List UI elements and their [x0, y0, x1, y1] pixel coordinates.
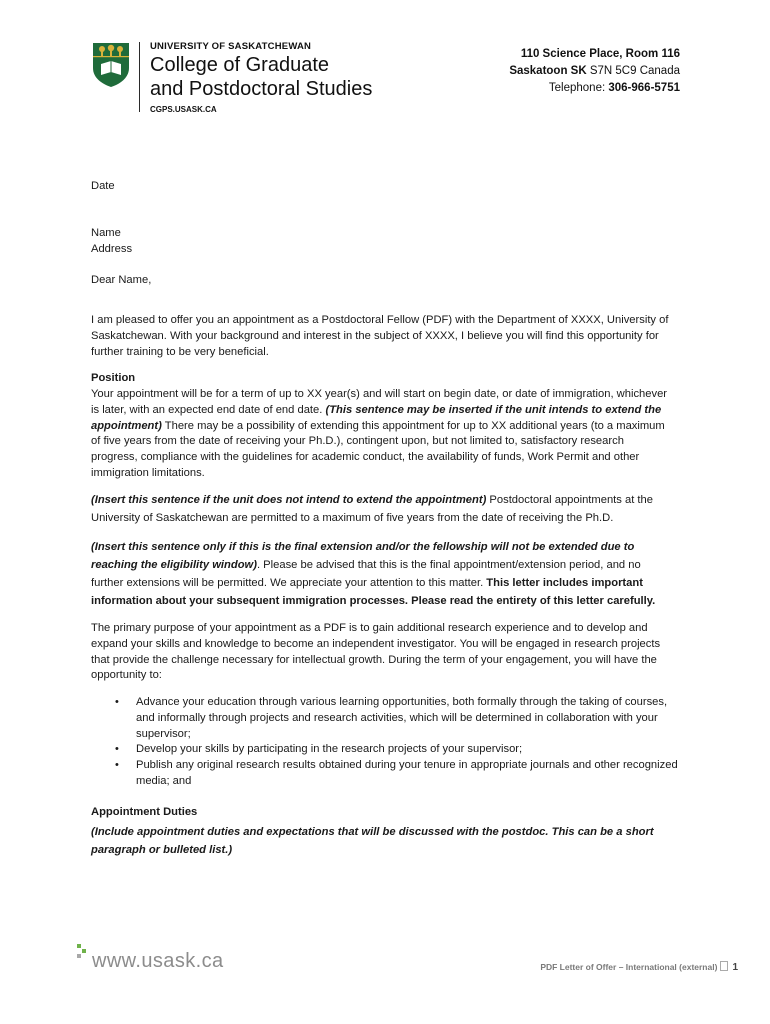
phone-label: Telephone: — [548, 82, 606, 94]
letter-date: Date — [91, 180, 115, 192]
no-extension-paragraph — [91, 491, 669, 527]
footer-doc-info — [540, 961, 738, 973]
recipient-address: Address — [91, 243, 133, 255]
university-name: UNIVERSITY OF SASKATCHEWAN — [150, 41, 312, 52]
position-text-a: Your appointment will be for a term of up to XX year(s) and will start on begin date, or date of immigration, whichever is later, with an expected end date of end date. — [91, 388, 668, 416]
address-city: Saskatoon SK — [509, 65, 587, 77]
bullet-marker: • — [115, 743, 119, 755]
usask-footer-icon — [77, 944, 89, 960]
footer-doc-title: PDF Letter of Offer – International (external) — [540, 962, 718, 972]
address-postal: S7N 5C9 Canada — [589, 65, 680, 77]
footer-page-number: 1 — [732, 962, 738, 973]
final-extension-italic-note: (Insert this sentence only if this is the final extension and/or the fellowship will not be extended due to reaching the eligibility window) — [91, 541, 635, 571]
final-extension-bold-notice: This letter includes important information about your subsequent immigration processes. Please read the entirety of this letter carefully. — [91, 577, 656, 607]
footer-website-link[interactable]: www.usask.ca — [92, 950, 224, 972]
bullet-item-1: Advance your education through various learning opportunities, both formally through the taking of courses, and informally through projects and research activities, which will be determined in collaboration with your supervisor; — [136, 696, 668, 740]
bullet-marker: • — [115, 759, 119, 771]
intro-paragraph: I am pleased to offer you an appointment as a Postdoctoral Fellow (PDF) with the Department of XXXX, University of Saskatchewan. With your background and interest in the subject of XXXX, I believe you will find this opportunity for further training to be very beneficial. — [91, 314, 669, 358]
university-crest-logo — [92, 42, 130, 88]
logo-divider — [139, 42, 140, 112]
address-city-line — [509, 63, 680, 80]
bullet-item-2: Develop your skills by participating in the research projects of your supervisor; — [136, 743, 523, 755]
address-phone-line — [509, 80, 680, 97]
purpose-paragraph: The primary purpose of your appointment as a PDF is to gain additional research experience and to develop and expand your skills and knowledge to become an independent investigator. You will be engaged in research projects that provide the challenge necessary for intellectual growth. During the term of your engagement, you will have the opportunity to: — [91, 622, 661, 682]
college-name-line2: and Postdoctoral Studies — [150, 78, 373, 100]
position-heading: Position — [91, 372, 136, 384]
duties-italic-note: (Include appointment duties and expectations that will be discussed with the postdoc. This can be a short paragraph or bulleted list.) — [91, 826, 654, 856]
no-extension-text: Postdoctoral appointments at the University of Saskatchewan are permitted to a maximum of five years from the date of receiving the Ph.D. — [91, 494, 653, 524]
college-website[interactable]: CGPS.USASK.CA — [150, 105, 217, 114]
salutation: Dear Name, — [91, 274, 152, 286]
final-extension-paragraph — [91, 538, 669, 610]
college-name-line1: College of Graduate — [150, 54, 330, 76]
bullet-marker: • — [115, 696, 119, 708]
college-address-block — [509, 46, 680, 97]
position-italic-note: (This sentence may be inserted if the unit intends to extend the appointment) — [91, 403, 662, 432]
no-extension-italic-note: (Insert this sentence if the unit does not intend to extend the appointment) — [91, 494, 487, 506]
address-line1: 110 Science Place, Room 116 — [520, 48, 680, 60]
position-text-c: There may be a possibility of extending this appointment for up to XX additional years (to a maximum of five years from the date of receiving your Ph.D.), contingent upon, but not limited to, satisfactory research progress, compliance with the guidelines for academic conduct, the availability of funds, Work Permit and other immigration limitations. — [91, 419, 665, 479]
final-extension-text: . Please be advised that this is the final appointment/extension period, and no further extensions will be permitted. We appreciate your attention to this matter. — [91, 559, 641, 589]
duties-heading: Appointment Duties — [91, 806, 198, 818]
phone-number: 306-966-5751 — [608, 82, 680, 94]
footer-separator-box — [720, 961, 728, 971]
position-paragraph — [91, 387, 669, 482]
bullet-item-3: Publish any original research results obtained during your tenure in appropriate journals and other recognized media; and — [136, 759, 678, 787]
recipient-name: Name — [91, 227, 121, 239]
